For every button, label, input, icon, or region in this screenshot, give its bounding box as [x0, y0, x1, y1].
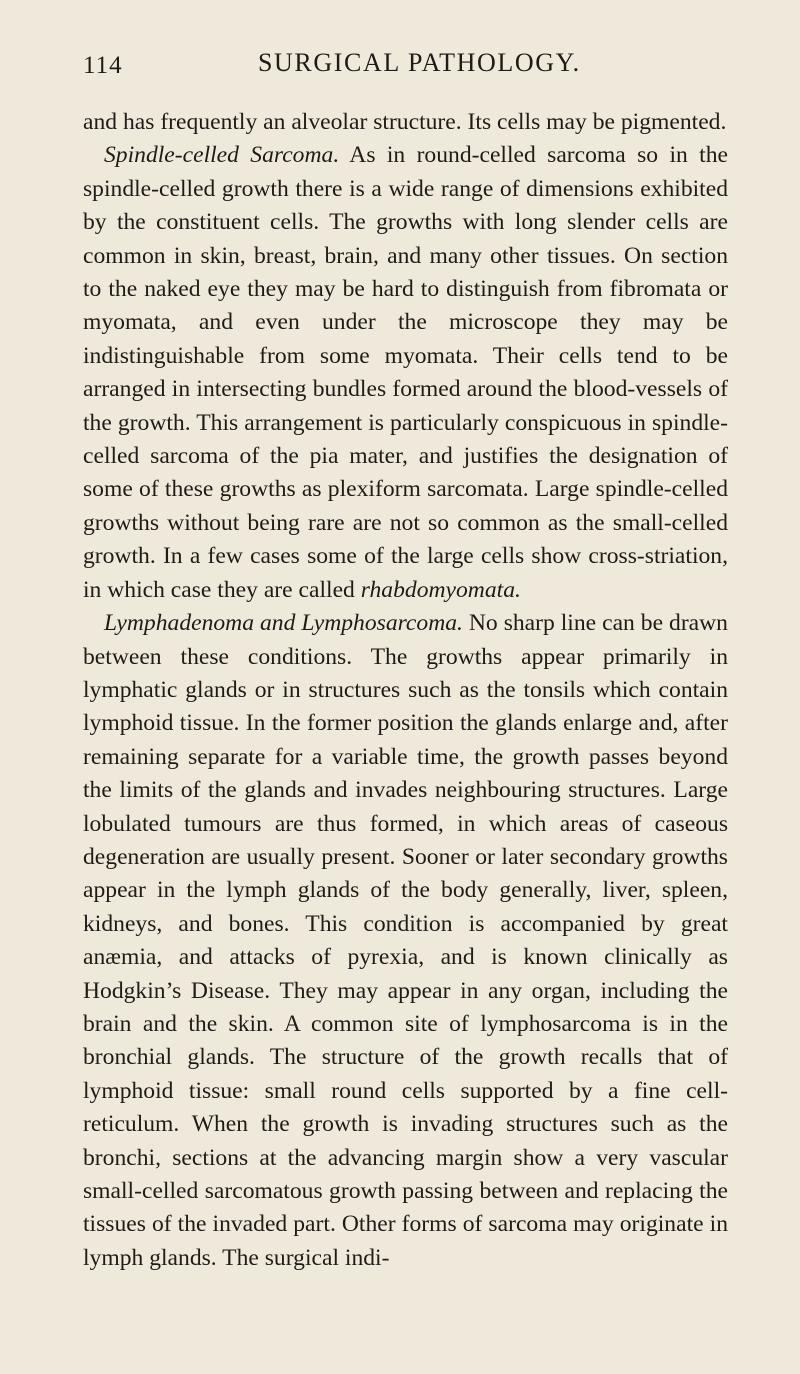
paragraph-text: and has frequently an alveolar structure. Its cells may be pigmented.	[83, 109, 727, 135]
paragraph-text: As in round-celled sarcoma so in the spindle-celled growth there is a wide range of dimensions exhibited by the constituent cells. The growths with long slender cells are common in skin, breast, brain, and many other tissues. On section to the naked eye they may be hard to distinguish from fibromata or myomata, and even under the microscope they may be indistinguishable from some myomata. Their cells tend to be arranged in intersecting bundles formed around the blood-vessels of the growth. This arrangement is particularly conspicuous in spindle-celled sarcoma of the pia mater, and justifies the designation of some of these growths as plexiform sarcomata. Large spindle-celled growths without being rare are not so common as the small-celled growth. In a few cases some of the large cells show cross-striation, in which case they are called	[83, 142, 728, 603]
section-heading: Lymphadenoma and Lymphosarcoma.	[104, 610, 463, 637]
paragraph-text: No sharp line can be drawn between these conditions. The growths appear primarily in lymphatic glands or in structures such as the tonsils which contain lymphoid tissue. In the former position the glands enlarge and, after remaining separate for a variable time, the growth passes beyond the limits of the glands and invades neighbouring structures. Large lobulated tumours are thus formed, in which areas of caseous degeneration are usually present. Sooner or later secondary growths appear in the lymph glands of the body generally, liver, spleen, kidneys, and bones. This condition is accompanied by great anæmia, and attacks of pyrexia, and is known clinically as Hodgkin’s Disease. They may appear in any organ, including the brain and the skin. A common site of lymphosarcoma is in the bronchial glands. The structure of the growth recalls that of lymphoid tissue: small round cells supported by a fine cell-reticulum. When the growth is invading structures such as the bronchi, sections at the advancing margin show a very vascular small-celled sarcomatous growth passing between and replacing the tissues of the invaded part. Other forms of sarcoma may originate in lymph glands. The surgical indi-	[83, 610, 728, 1271]
paragraph-continuation	[83, 106, 728, 139]
book-page	[0, 42, 800, 1374]
paragraph-lymphadenoma	[83, 607, 728, 1275]
paragraph-spindle-celled-sarcoma	[83, 139, 728, 607]
italic-term: rhabdomyomata.	[360, 576, 521, 603]
running-head	[83, 42, 728, 92]
running-head-title: SURGICAL PATHOLOGY.	[258, 48, 581, 77]
section-heading: Spindle-celled Sarcoma.	[104, 142, 340, 169]
body-text	[83, 106, 728, 1275]
page-number: 114	[83, 52, 123, 79]
